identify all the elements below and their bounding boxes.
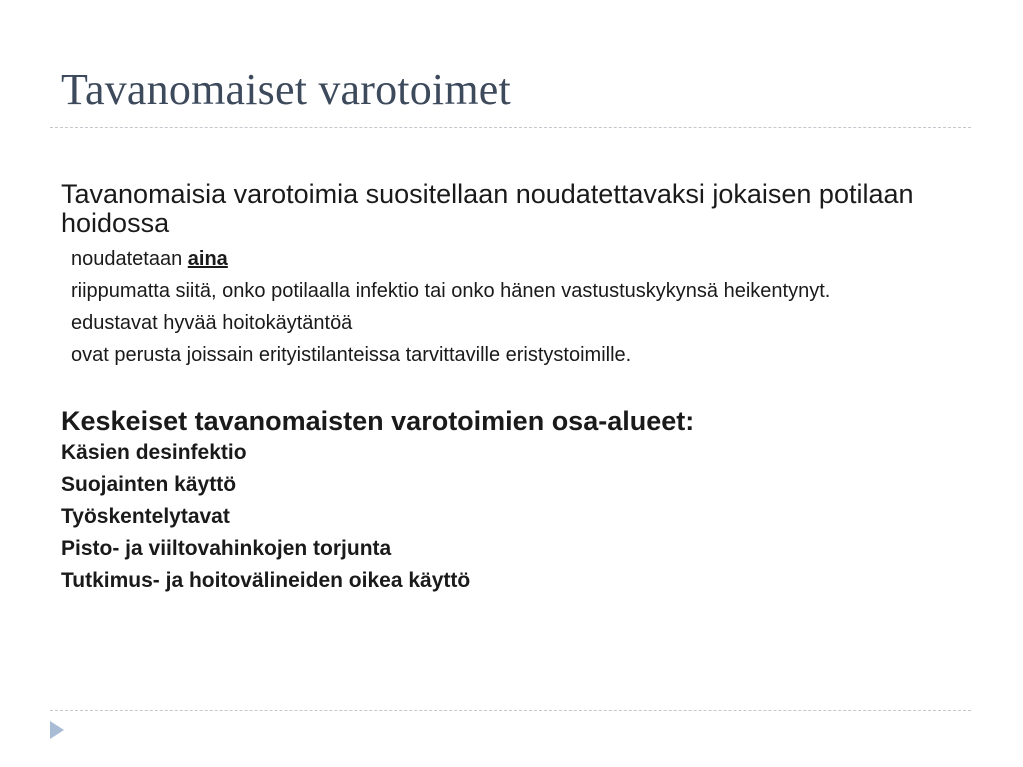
area-item: Suojainten käyttö bbox=[61, 473, 237, 496]
triangle-right-shape bbox=[50, 721, 64, 739]
sub-item-always bbox=[61, 247, 961, 271]
area-item: Pisto- ja viiltovahinkojen torjunta bbox=[61, 537, 392, 560]
section-heading: Keskeiset tavanomaisten varotoimien osa-alueet: bbox=[61, 406, 695, 436]
footer-divider bbox=[50, 710, 971, 711]
area-item: Tutkimus- ja hoitovälineiden oikea käyttö bbox=[61, 569, 471, 592]
emphasis-word: aina bbox=[187, 248, 228, 270]
intro-text: Tavanomaisia varotoimia suositellaan noudatettavaksi jokaisen potilaan hoidossa bbox=[61, 179, 914, 238]
sub-list bbox=[61, 247, 961, 367]
sub-item-regardless: riippumatta siitä, onko potilaalla infektio tai onko hänen vastustuskykynsä heikentynyt. bbox=[71, 280, 831, 302]
slide-content bbox=[61, 180, 961, 601]
sub-item-text: noudatetaan bbox=[71, 248, 188, 270]
area-list bbox=[61, 441, 961, 593]
area-item: Työskentelytavat bbox=[61, 505, 230, 528]
triangle-right-icon[interactable] bbox=[50, 721, 64, 739]
sub-item-good-practice: edustavat hyvää hoitokäytäntöä bbox=[71, 312, 353, 334]
sub-item-basis: ovat perusta joissain erityistilanteissa tarvittaville eristystoimille. bbox=[71, 344, 632, 366]
title-divider bbox=[50, 127, 971, 128]
area-item: Käsien desinfektio bbox=[61, 441, 247, 464]
slide-title: Tavanomaiset varotoimet bbox=[61, 65, 511, 114]
